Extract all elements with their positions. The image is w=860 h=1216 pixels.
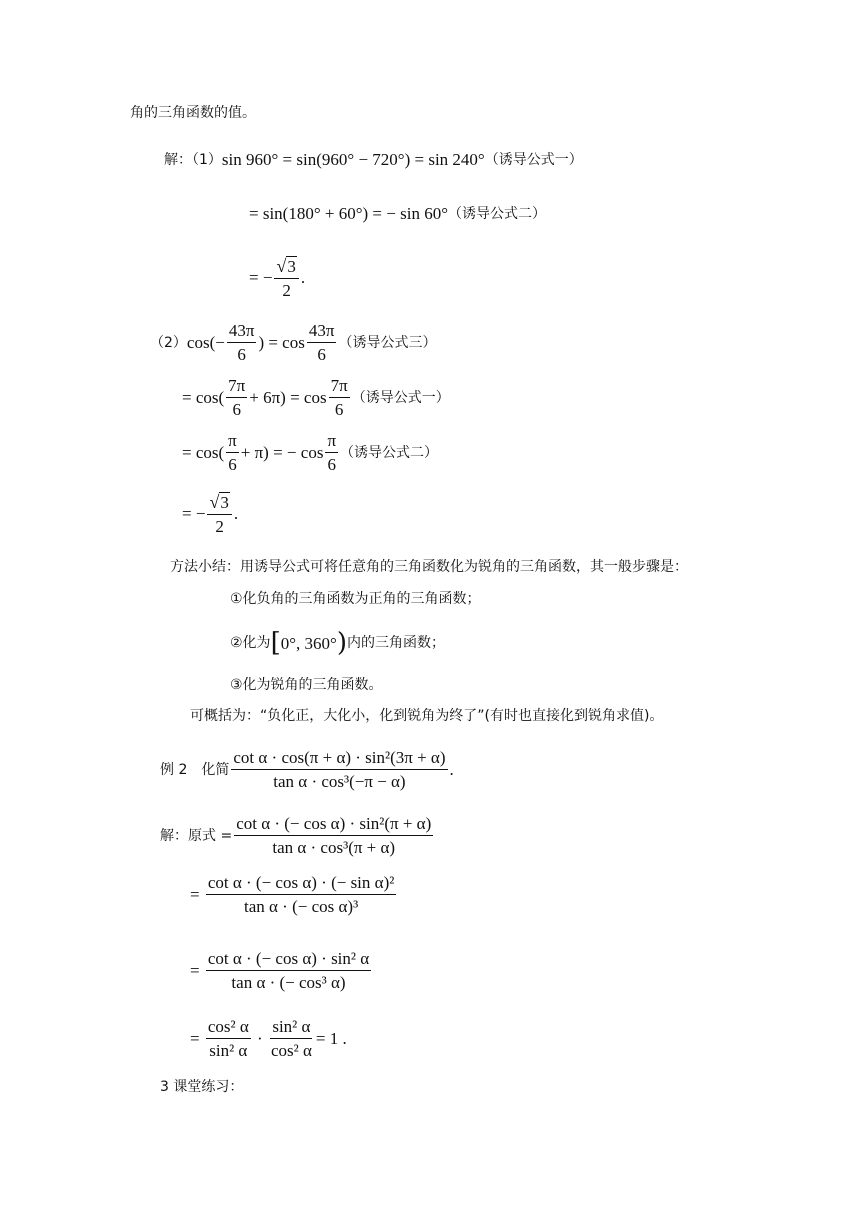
period: . xyxy=(449,760,454,779)
math-expression: ) = cos xyxy=(258,333,305,352)
fraction: $\frac{7\pi}{6}$ xyxy=(228,376,246,419)
fraction: $\frac{\text{sin² α}}{\text{cos² α}}$ xyxy=(270,1017,312,1060)
fraction: $\frac{\text{cot α · (− cos α) · sin²(π + α)}}{\text{tan α · cos³(π + α)}}$ xyxy=(236,814,432,857)
sqrt-symbol: √ 3 xyxy=(209,492,229,512)
math-expression: = sin(180° + 60°) = − sin 60° xyxy=(249,204,448,223)
text: 内的三角函数； xyxy=(346,635,445,651)
formula-note: （诱导公式三） xyxy=(338,334,437,351)
fraction: $\frac{7\pi}{6}$ xyxy=(330,376,348,419)
fraction: $\frac{\pi}{6}$ xyxy=(327,431,337,474)
label: （2） xyxy=(150,334,187,351)
math-expression: = 1 . xyxy=(315,1029,347,1048)
fraction: $\frac{\text{cot α · (− cos α) · (− sin α)²}}{\text{tan α · (− cos α)³}}$ xyxy=(207,873,395,916)
period: . xyxy=(233,504,239,523)
math-expression: = − xyxy=(182,504,206,523)
fraction: √ 3 2 xyxy=(207,492,231,535)
solution-2-line-2 xyxy=(182,377,450,418)
classroom-exercise-heading xyxy=(160,1080,243,1094)
interval: 0°, 360° xyxy=(280,633,337,653)
solution-2-line-1 xyxy=(150,322,436,363)
text: ②化为 xyxy=(230,635,271,651)
solution-2-result xyxy=(182,492,238,535)
sqrt-symbol: √ 3 xyxy=(276,256,296,276)
math-expression: sin 960° = sin(960° − 720°) = sin 240° xyxy=(221,150,485,169)
method-summary xyxy=(170,560,688,574)
solution-1-line-1 xyxy=(164,151,583,168)
fraction: $\frac{\text{cot α · cos(π + α) · sin²(3π + α)}}{\text{tan α · cos³(−π − α)}}$ xyxy=(233,748,446,791)
step-1 xyxy=(230,592,481,606)
period: . xyxy=(300,268,306,287)
solution-ex2-line-1 xyxy=(160,815,435,856)
math-expression: = cos( xyxy=(182,388,225,407)
label: 解：（1） xyxy=(164,151,222,168)
text: ①化负角的三角函数为正角的三角函数； xyxy=(230,591,481,607)
fraction: $\frac{\text{cot α · (− cos α) · sin² α}}{\text{tan α · (− cos³ α)}}$ xyxy=(207,949,370,992)
left-bracket: [ xyxy=(270,628,281,658)
fraction: $\frac{\text{cos² α}}{\text{sin² α}}$ xyxy=(207,1017,249,1060)
right-paren: ) xyxy=(336,628,347,658)
formula-note: （诱导公式一） xyxy=(484,151,583,168)
label: 例 2 化简 xyxy=(160,761,230,778)
solution-ex2-line-3: = $\frac{\text{cot α · (− cos α) · sin² α}}{\text{tan α · (− cos³ α)}}$ xyxy=(190,949,370,992)
step-2 xyxy=(230,630,445,656)
solution-1-line-2 xyxy=(249,205,546,222)
text-line-angle-values xyxy=(130,106,256,120)
text: 可概括为：“负化正，大化小，化到锐角为终了”(有时也直接化到锐角求值)。 xyxy=(190,708,664,724)
step-3 xyxy=(230,678,383,692)
math-expression: cos(− xyxy=(186,333,225,352)
solution-2-line-3 xyxy=(182,432,438,473)
generalization xyxy=(190,709,663,723)
text: 角的三角函数的值。 xyxy=(130,105,256,121)
formula-note: （诱导公式一） xyxy=(351,389,450,406)
math-expression: + π) = − cos xyxy=(240,443,324,462)
solution-ex2-line-4: = $\frac{\text{cos² α}}{\text{sin² α}}$ · $\frac{\text{sin² α}}{\text{cos² α}}$ = 1 . xyxy=(190,1017,347,1060)
formula-note: （诱导公式二） xyxy=(448,205,546,222)
text: ③化为锐角的三角函数。 xyxy=(230,677,383,693)
fraction: $\frac{43\pi}{6}$ xyxy=(228,321,255,364)
solution-1-result xyxy=(249,256,305,299)
formula-note: （诱导公式二） xyxy=(340,444,439,461)
text: 3 课堂练习： xyxy=(160,1079,244,1095)
math-expression: = − xyxy=(249,268,273,287)
solution-ex2-line-2: = $\frac{\text{cot α · (− cos α) · (− sin α)²}}{\text{tan α · (− cos α)³}}$ xyxy=(190,873,395,916)
text: 方法小结：用诱导公式可将任意角的三角函数化为锐角的三角函数，其一般步骤是： xyxy=(170,559,688,575)
label: 解：原式 = xyxy=(160,827,233,844)
fraction: $\frac{\pi}{6}$ xyxy=(228,431,237,474)
math-expression: + 6π) = cos xyxy=(249,388,327,407)
fraction: $\frac{43\pi}{6}$ xyxy=(308,321,335,364)
math-expression: = cos( xyxy=(182,443,225,462)
example-2 xyxy=(160,749,454,790)
fraction: √ 3 2 xyxy=(274,256,298,299)
